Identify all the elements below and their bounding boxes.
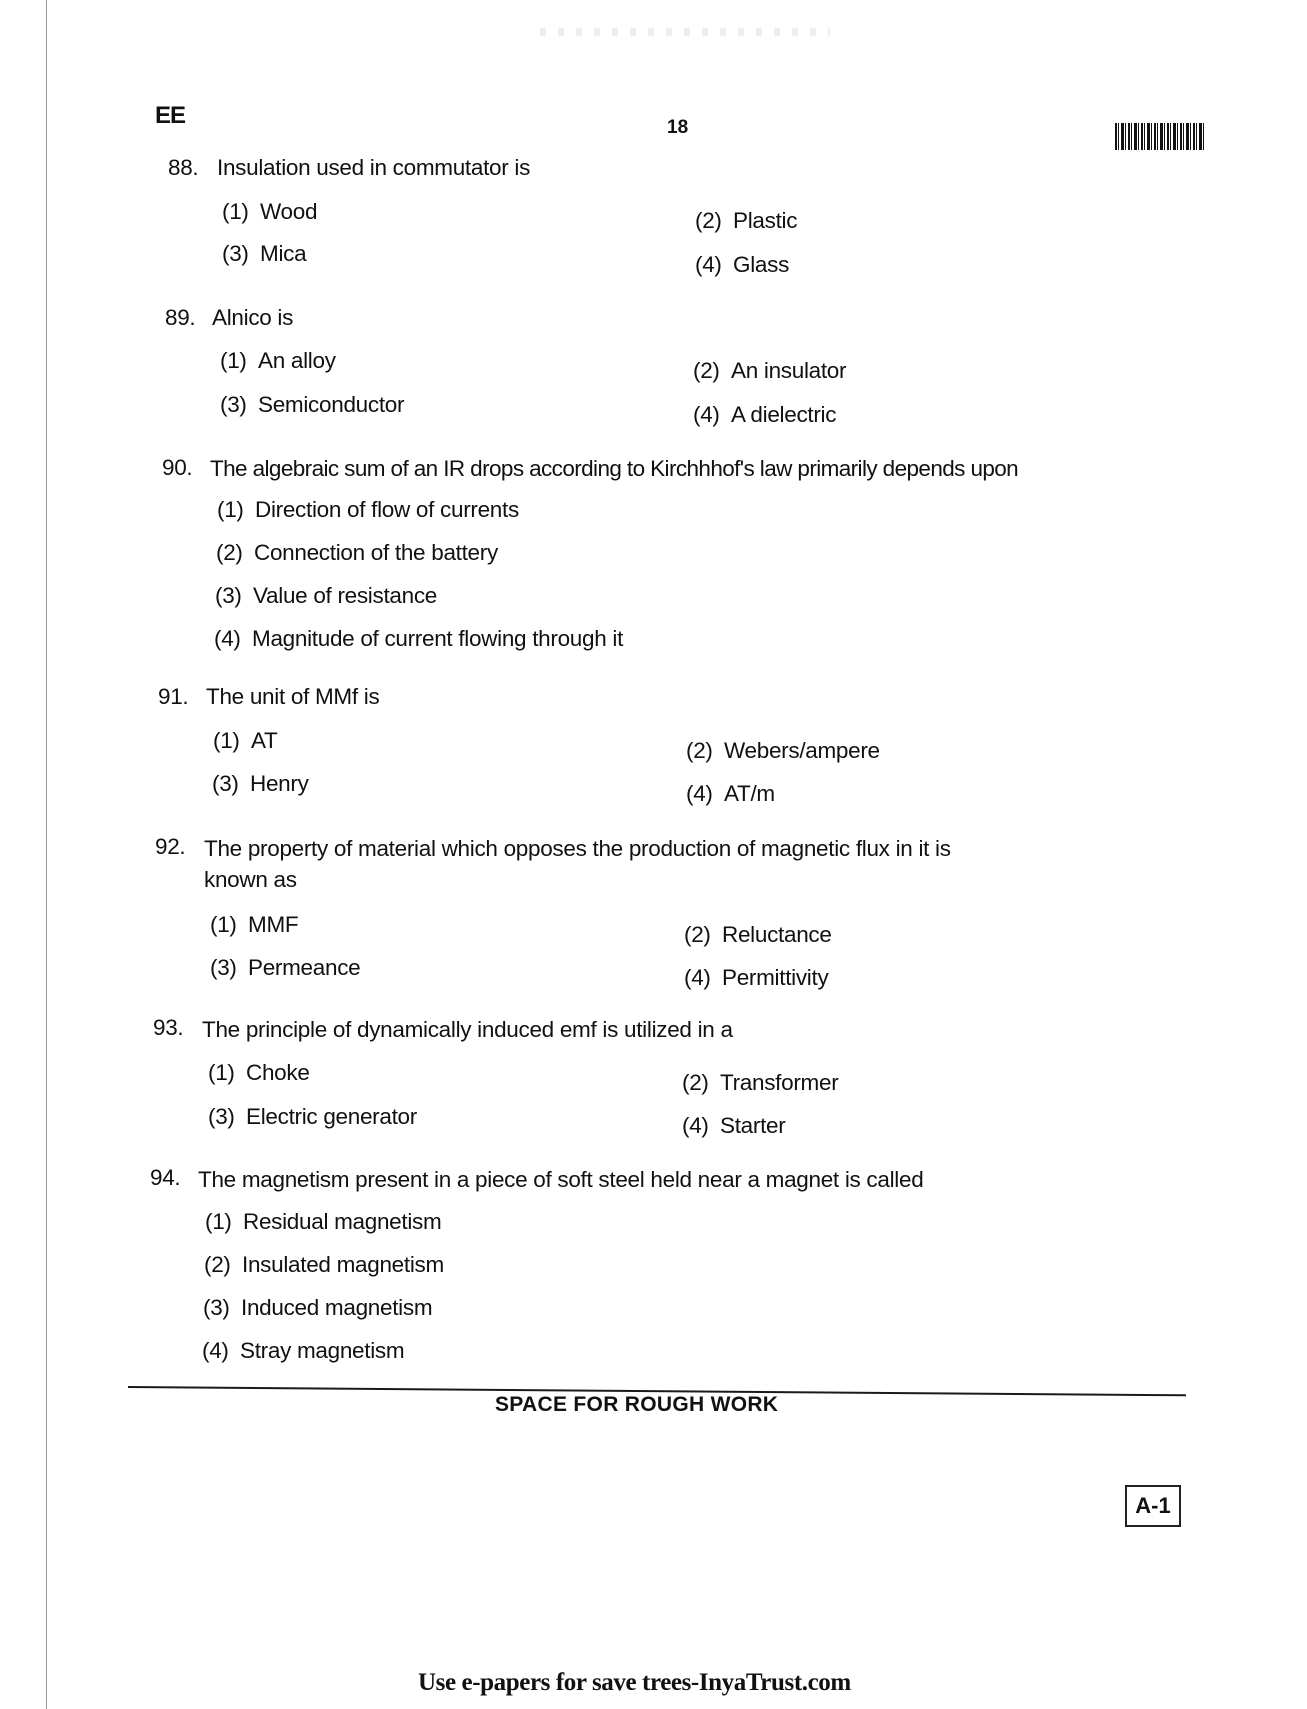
- paper-code: EE: [155, 102, 186, 129]
- question-text: The property of material which opposes the production of magnetic flux in it is: [204, 836, 951, 861]
- option-3: (3) Electric generator: [208, 1104, 417, 1129]
- rough-work-label: SPACE FOR ROUGH WORK: [495, 1393, 779, 1416]
- question-text: Insulation used in commutator is: [217, 155, 531, 180]
- question-number: 89.: [165, 305, 196, 330]
- option-1: (1) Choke: [208, 1060, 310, 1085]
- option-4: (4) Magnitude of current flowing through it: [214, 626, 624, 651]
- option-3: (3) Henry: [212, 771, 309, 796]
- option-2: (2) Connection of the battery: [216, 540, 498, 565]
- question-number: 94.: [150, 1165, 181, 1190]
- question-text: The unit of MMf is: [206, 684, 380, 709]
- option-3: (3) Value of resistance: [215, 583, 437, 608]
- option-1: (1) An alloy: [220, 348, 336, 373]
- option-3: (3) Permeance: [210, 955, 361, 980]
- option-1: (1) Direction of flow of currents: [217, 497, 519, 522]
- question-number: 93.: [153, 1015, 184, 1040]
- option-4: (4) Glass: [695, 252, 790, 277]
- set-code-box: A-1: [1125, 1485, 1181, 1527]
- question-number: 92.: [155, 834, 186, 859]
- page-number: 18: [667, 117, 689, 138]
- option-4: (4) Starter: [682, 1113, 786, 1138]
- question-number: 88.: [168, 155, 199, 180]
- question-text: The algebraic sum of an IR drops according to Kirchhhof's law primarily depends upon: [210, 456, 1019, 481]
- option-4: (4) Stray magnetism: [202, 1338, 405, 1363]
- option-2: (2) Plastic: [695, 208, 798, 233]
- option-4: (4) Permittivity: [684, 965, 829, 990]
- option-1: (1) Residual magnetism: [205, 1209, 442, 1234]
- option-3: (3) Induced magnetism: [203, 1295, 433, 1320]
- question-text-line2: known as: [204, 867, 297, 892]
- question-text: Alnico is: [212, 305, 294, 330]
- option-1: (1) MMF: [210, 912, 299, 937]
- option-3: (3) Semiconductor: [220, 392, 405, 417]
- option-2: (2) An insulator: [693, 358, 847, 383]
- option-2: (2) Reluctance: [684, 922, 832, 947]
- option-4: (4) A dielectric: [693, 402, 837, 427]
- question-number: 91.: [158, 684, 189, 709]
- option-3: (3) Mica: [222, 241, 307, 266]
- question-text: The principle of dynamically induced emf is utilized in a: [202, 1017, 733, 1042]
- scan-bleed-marks: [540, 28, 830, 36]
- option-1: (1) Wood: [222, 199, 318, 224]
- question-number: 90.: [162, 455, 193, 480]
- footer-watermark: Use e-papers for save trees-InyaTrust.com: [418, 1669, 851, 1696]
- question-text: The magnetism present in a piece of soft steel held near a magnet is called: [198, 1167, 924, 1192]
- barcode-icon: [1115, 123, 1205, 150]
- option-4: (4) AT/m: [686, 781, 775, 806]
- option-2: (2) Insulated magnetism: [204, 1252, 444, 1277]
- option-1: (1) AT: [213, 728, 278, 753]
- option-2: (2) Webers/ampere: [686, 738, 880, 763]
- option-2: (2) Transformer: [682, 1070, 839, 1095]
- page-margin-line: [46, 0, 47, 1709]
